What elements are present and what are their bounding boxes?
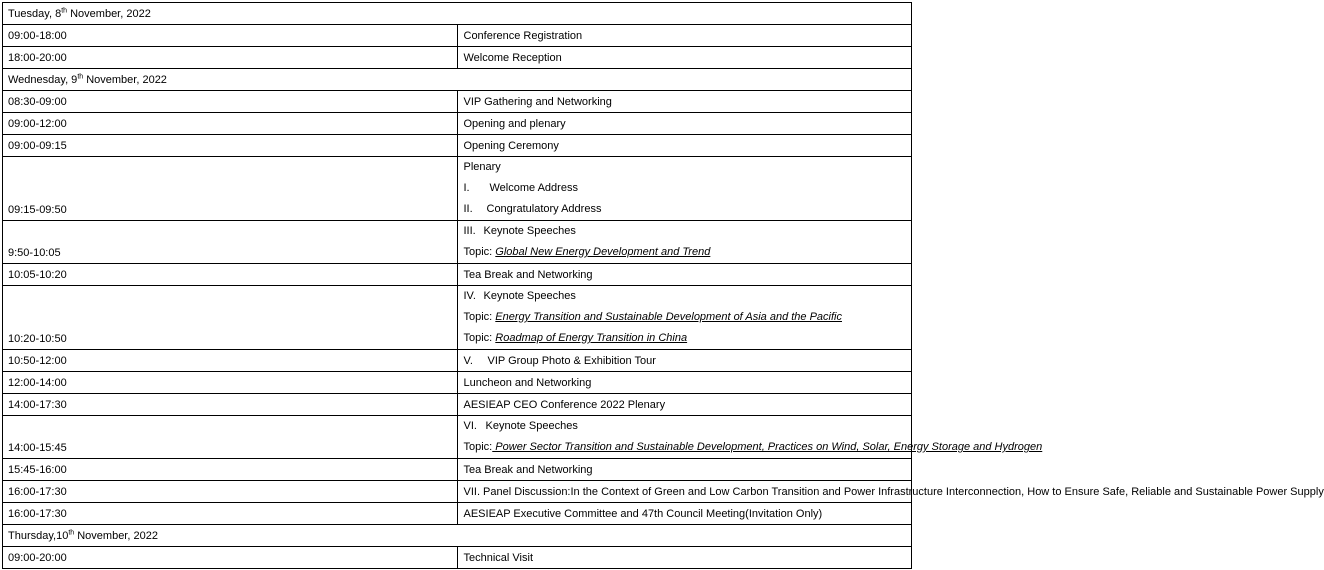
schedule-row [3,135,912,157]
event-cell [457,416,1043,459]
event-cell: AESIEAP Executive Committee and 47th Council Meeting(Invitation Only) [457,503,912,525]
day-header-row [3,69,912,91]
schedule-table [2,2,1324,569]
schedule-row [3,547,912,569]
time-cell: 09:00-12:00 [3,113,458,135]
time-cell: 16:00-17:30 [3,503,458,525]
event-cell: Luncheon and Networking [457,372,912,394]
time-cell: 14:00-17:30 [3,394,458,416]
topic-link[interactable]: Energy Transition and Sustainable Development of Asia and the Pacific [495,311,842,323]
schedule-row [3,157,912,221]
time-cell: 09:00-09:15 [3,135,458,157]
event-cell: AESIEAP CEO Conference 2022 Plenary [457,394,912,416]
time-cell: 15:45-16:00 [3,459,458,481]
event-cell: Opening and plenary [457,113,912,135]
time-cell: 14:00-15:45 [3,416,458,459]
schedule-row [3,221,912,264]
agenda-item: II. Congratulatory Address [463,203,602,215]
event-cell [457,221,912,264]
event-cell [457,286,912,350]
event-cell: Welcome Reception [457,47,912,69]
schedule-row [3,416,912,459]
topic-link[interactable]: Power Sector Transition and Sustainable Development, Practices on Wind, Solar, Energy Storage and Hydrogen [492,441,1043,453]
time-cell: 09:00-18:00 [3,25,458,47]
day-header: Wednesday, 9th November, 2022 [3,69,912,91]
schedule-row [3,47,912,69]
event-cell: V. VIP Group Photo & Exhibition Tour [457,350,912,372]
time-cell: 16:00-17:30 [3,481,458,503]
topic-line: Topic: Energy Transition and Sustainable Development of Asia and the Pacific [463,311,842,323]
schedule-row [3,25,912,47]
time-cell: 08:30-09:00 [3,91,458,113]
schedule-row [3,350,912,372]
event-cell: VII. Panel Discussion:In the Context of Green and Low Carbon Transition and Power Infrastructure Interconnection, How to Ensure Safe, Reliable and Sustainable Power Supply [457,481,912,503]
schedule-row [3,394,912,416]
day-header-row [3,3,912,25]
time-cell: 09:00-20:00 [3,547,458,569]
schedule-row [3,481,912,503]
event-cell: Opening Ceremony [457,135,912,157]
schedule-row [3,113,912,135]
time-cell: 12:00-14:00 [3,372,458,394]
time-cell: 10:05-10:20 [3,264,458,286]
time-cell: 10:50-12:00 [3,350,458,372]
day-header: Thursday,10th November, 2022 [3,525,912,547]
schedule-row [3,264,912,286]
topic-line: Topic: Roadmap of Energy Transition in China [463,332,688,344]
agenda-item: I. Welcome Address [463,182,578,194]
topic-line: Topic: Global New Energy Development and Trend [463,246,711,258]
event-cell: Tea Break and Networking [457,459,912,481]
schedule-row [3,372,912,394]
plenary-label: Plenary [463,161,501,173]
agenda-item: VI. Keynote Speeches [463,420,578,432]
day-header: Tuesday, 8th November, 2022 [3,3,912,25]
schedule-row [3,286,912,350]
time-cell: 10:20-10:50 [3,286,458,350]
time-cell: 18:00-20:00 [3,47,458,69]
time-cell: 09:15-09:50 [3,157,458,221]
event-cell: VIP Gathering and Networking [457,91,912,113]
schedule-row [3,503,912,525]
time-cell: 9:50-10:05 [3,221,458,264]
topic-line: Topic: Power Sector Transition and Sustainable Development, Practices on Wind, Solar, Energy Storage and Hydrogen [463,441,1043,453]
event-cell [457,157,912,221]
event-cell: Technical Visit [457,547,912,569]
topic-link[interactable]: Global New Energy Development and Trend [495,246,711,258]
agenda-item: III. Keynote Speeches [463,225,576,237]
event-cell: Tea Break and Networking [457,264,912,286]
topic-link[interactable]: Roadmap of Energy Transition in China [495,332,688,344]
schedule-row [3,459,912,481]
day-header-row [3,525,912,547]
event-cell: Conference Registration [457,25,912,47]
schedule-row [3,91,912,113]
agenda-item: IV. Keynote Speeches [463,290,576,302]
